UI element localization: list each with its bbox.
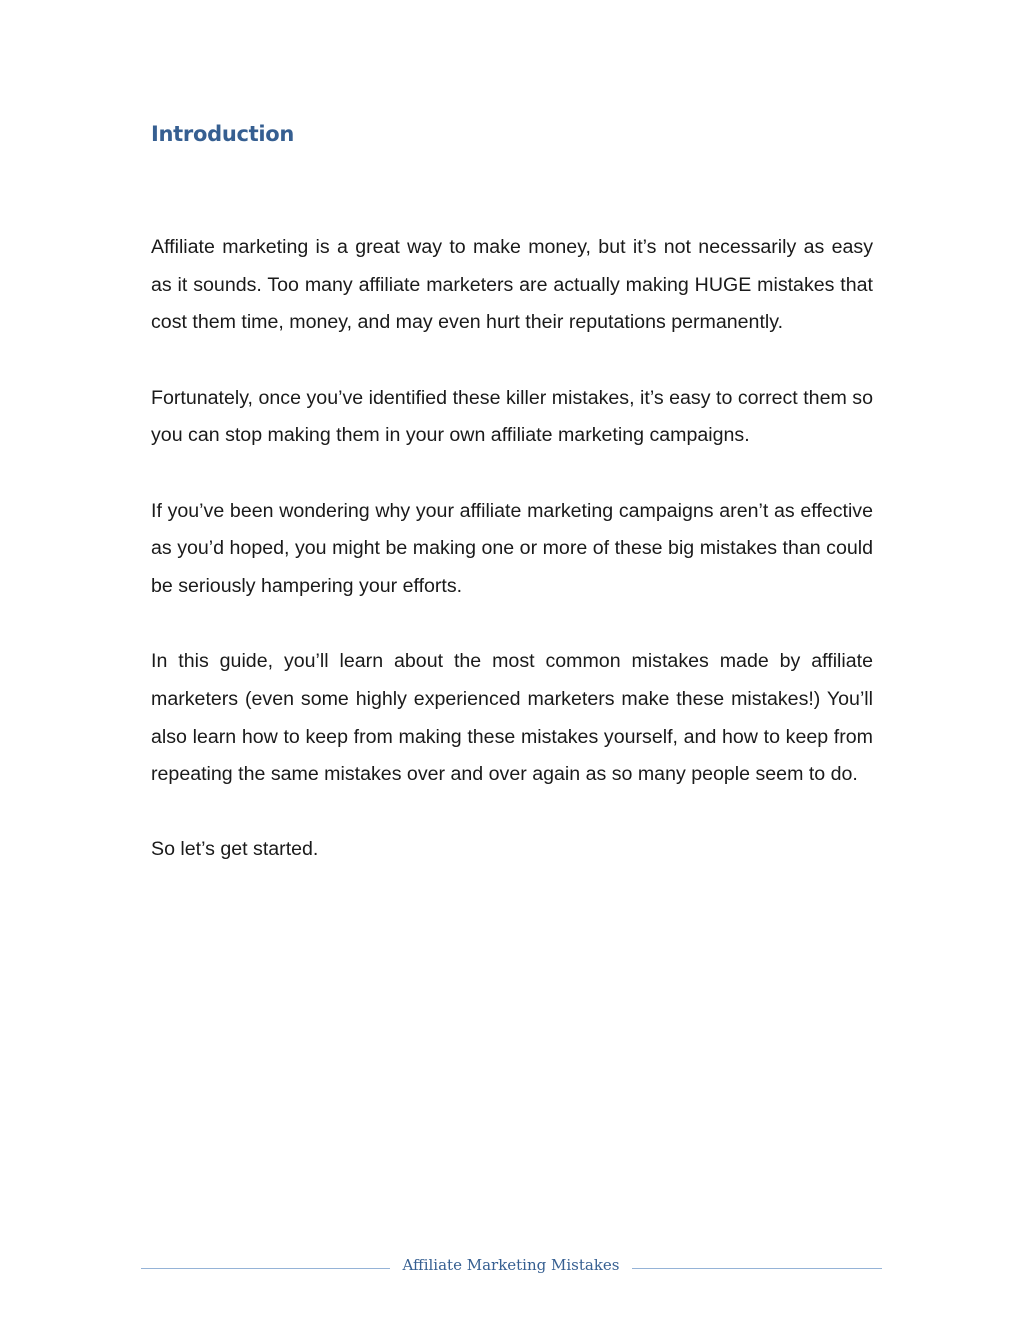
- footer-rule-right: [632, 1268, 882, 1269]
- footer-rule-left: [141, 1268, 390, 1269]
- section-heading: Introduction: [151, 122, 295, 146]
- body-text: [151, 229, 873, 907]
- paragraph: Affiliate marketing is a great way to make money, but it’s not necessarily as easy as it sounds. Too many affiliate marketers are actually making HUGE mistakes that cost them time, money, and may even hurt their reputations permanently.: [151, 236, 873, 334]
- paragraph: Fortunately, once you’ve identified these killer mistakes, it’s easy to correct them so you can stop making them in your own affiliate marketing campaigns.: [151, 386, 873, 447]
- paragraph: So let’s get started.: [151, 838, 319, 861]
- footer-title: Affiliate Marketing Mistakes: [402, 1256, 620, 1274]
- paragraph: If you’ve been wondering why your affiliate marketing campaigns aren’t as effective as you’d hoped, you might be making one or more of these big mistakes than could be seriously hampering your efforts.: [151, 499, 873, 597]
- paragraph: In this guide, you’ll learn about the most common mistakes made by affiliate marketers (even some highly experienced marketers make these mistakes!) You’ll also learn how to keep from making these mistakes yourself, and how to keep from repeating the same mistakes over and over again as so many people seem to do.: [151, 650, 873, 786]
